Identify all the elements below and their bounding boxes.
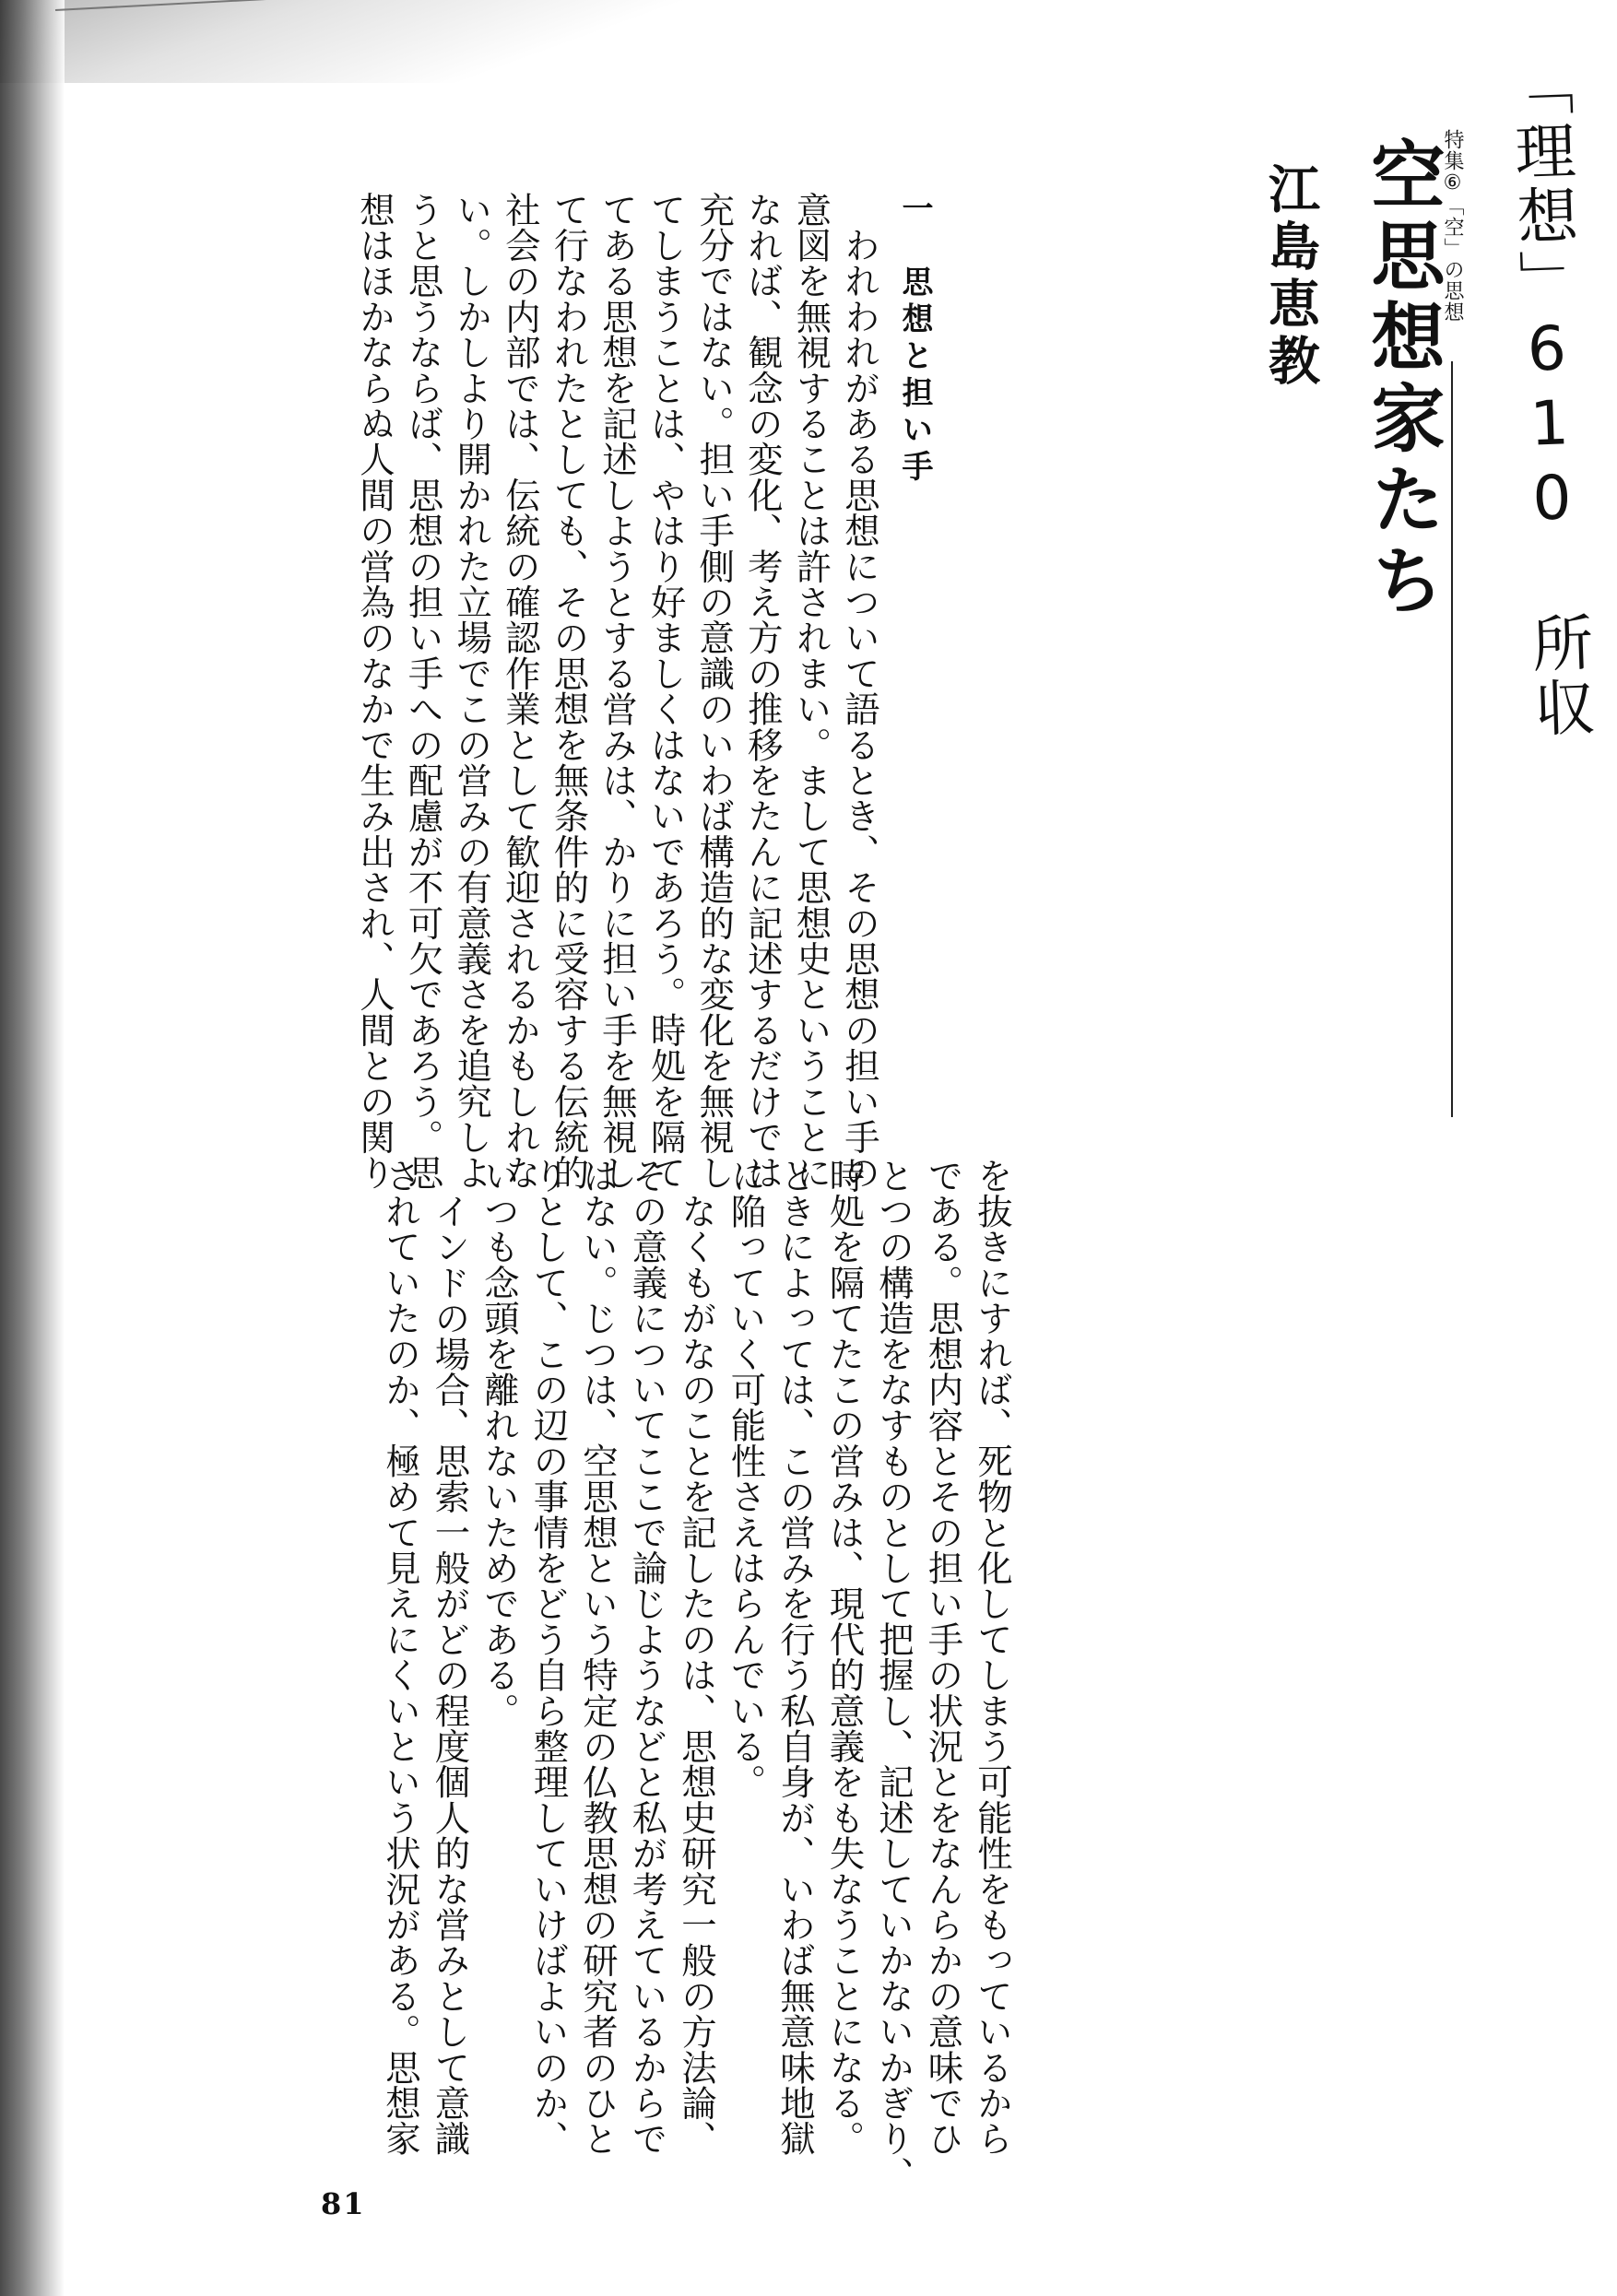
text-column: なくもがなのことを記したのは、思想史研究一般の方法論、 [675,1158,716,2157]
text-column: 充分ではない。担い手側の意識のいわば構造的な変化を無視し [692,192,735,1191]
scan-binding-shadow [0,0,65,2296]
text-column: 時処を隔てたこの営みは、現代的意義をも失なうことになる。 [822,1158,865,2157]
text-column: いつも念頭を離れないためである。 [478,1158,519,1729]
text-column: 社会の内部では、伝統の確認作業として歓迎されるかもしれな [498,192,540,1191]
text-column: い。しかしより開かれた立場でこの営みの有意義さを追究しよ [450,192,492,1191]
text-column: てしまうことは、やはり好ましくはないであろう。時処を隔て [643,192,686,1191]
text-column: インドの場合、思索一般がどの程度個人的な営みとして意識 [428,1158,470,2157]
text-column: てある思想を記述しようとする営みは、かりに担い手を無視し [596,192,637,1191]
text-column: われわれがある思想について語るとき、その思想の担い手の [838,192,879,1191]
text-column: その意義についてここで論じようなどと私が考えているからで [625,1158,667,2157]
section-heading: 一 思想と担い手 [896,192,933,487]
text-column: である。思想内容とその担い手の状況とをなんらかの意味でひ [921,1158,963,2157]
text-column: とつの構造をなすものとして把握し、記述していかないかぎり、 [872,1158,914,2193]
text-column: りとして、この辺の事情をどう自ら整理していけばよいのか、 [526,1158,569,2157]
text-column: に陥っていく可能性さえはらんでいる。 [724,1158,766,1800]
text-column: うと思うならば、思想の担い手への配慮が不可欠であろう。思 [401,192,443,1191]
text-column: 意図を無視することは許されまい。まして思想史ということに [789,192,832,1191]
text-column: を抜きにすれば、死物と化してしまう可能性をもっているから [971,1158,1012,2157]
text-column: されていたのか、極めて見えにくいという状況がある。思想家 [379,1158,420,2157]
scan-top-edge [0,0,830,83]
page-number: 81 [321,2186,366,2221]
text-column: なれば、観念の変化、考え方の推移をたんに記述するだけでは [740,192,783,1191]
article-title: 空思想家たち [1359,136,1446,623]
article-author: 江島恵教 [1260,162,1321,391]
series-label: 特集⑥「空」の思想 [1441,129,1464,323]
text-column: 想はほかならぬ人間の営為のなかで生み出され、人間との関り [353,192,395,1191]
text-column: ときによっては、この営みを行う私自身が、いわば無意味地獄 [773,1158,815,2157]
text-column: はない。じつは、空思想という特定の仏教思想の研究者のひと [576,1158,618,2157]
handwritten-note: 「理想」610 所収 [1501,53,1597,743]
text-column: て行なわれたとしても、その思想を無条件的に受容する伝統的 [547,192,589,1191]
